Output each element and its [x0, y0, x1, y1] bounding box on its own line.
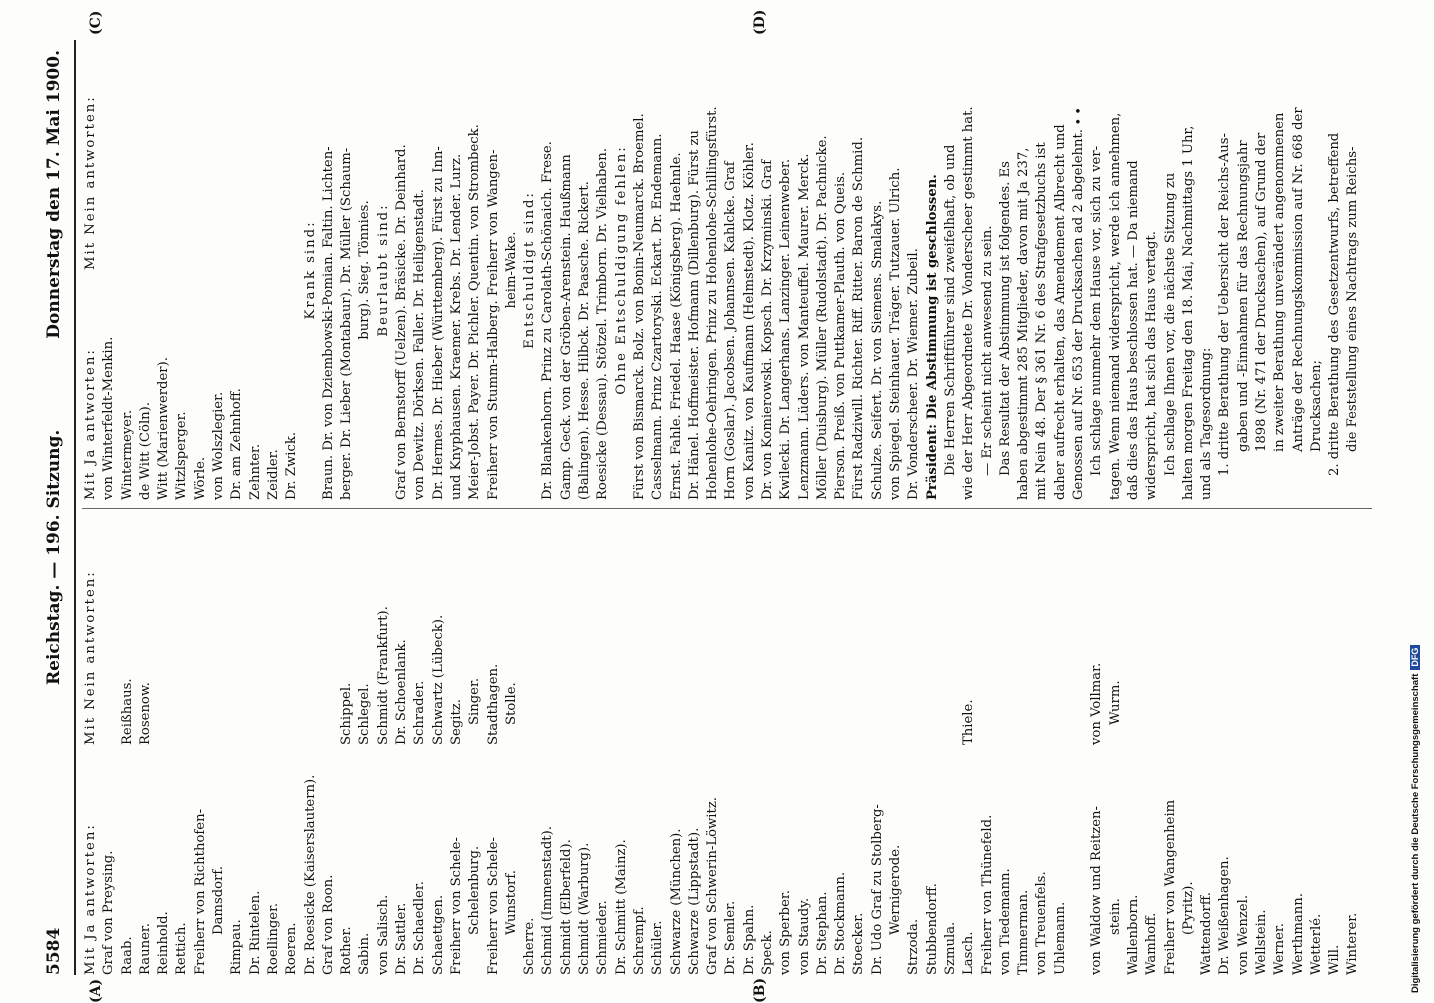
vote-row	[869, 515, 887, 975]
absentee-line: Hohenlohe-Oehringen. Prinz zu Hohenlohe-Schillingsfürst.	[705, 106, 721, 500]
vote-row	[1107, 515, 1125, 975]
nein-name: Thiele.	[961, 699, 977, 745]
nein-name	[1143, 515, 1161, 745]
nein-name	[979, 515, 997, 745]
vote-row	[210, 515, 228, 975]
ja-name: Wallenborn.	[1125, 894, 1141, 975]
vote-headings	[82, 515, 100, 975]
nein-name	[265, 515, 283, 745]
nein-name	[1198, 515, 1216, 745]
ja-name: Schmidt (Elberfeld).	[558, 839, 574, 975]
nein-name	[320, 515, 338, 745]
vote-row	[668, 515, 686, 975]
vote-row	[686, 515, 704, 975]
nein-name	[704, 515, 722, 745]
ja-name: Rettich.	[174, 922, 190, 975]
absentee-line: Braun. Dr. von Dziembowski-Pomian. Faltin. Lichten-	[320, 146, 336, 500]
ja-name: von Waldow und Reitzen-	[1089, 806, 1105, 975]
paragraph-line: wie der Herr Abgeordnete Dr. Vonderscheer gestimmt hat.	[961, 106, 977, 500]
ja-name: von Treuenfels.	[1034, 871, 1050, 975]
ja-name: Szmula.	[942, 921, 958, 975]
ja-name: Freiherr von Thünefeld.	[979, 814, 995, 975]
nein-name: Wurm.	[1107, 680, 1123, 725]
ja-name: Wamhoff.	[1144, 912, 1160, 975]
ja-name: Sabin.	[357, 932, 373, 975]
ja-name: Lasch.	[961, 931, 977, 975]
paragraph-line: Die Herren Schriftführer sind zweifelhaft, ob und	[942, 144, 958, 476]
vote-row	[137, 515, 155, 975]
ja-name: Wörle.	[192, 456, 208, 500]
ja-name: Schmid (Immenstadt).	[540, 826, 556, 975]
nein-name: Stolle.	[503, 682, 519, 725]
dfg-logo: DFG	[1410, 645, 1420, 670]
ja-name: Roeren.	[284, 922, 300, 975]
paragraph-line: haben abgestimmt 285 Mitglieder, davon mit Ja 237,	[1016, 147, 1032, 500]
ja-name: Zehnter.	[247, 443, 263, 500]
paragraph-line: Ich schlage Ihnen vor, die nächste Sitzung zu	[1162, 172, 1178, 476]
rotated-content	[40, 9, 1380, 1003]
ja-name: Stubbendorff.	[924, 883, 940, 975]
vote-row	[119, 515, 137, 975]
ja-name: Freiherr von Wangenheim	[1162, 799, 1178, 975]
nein-name	[942, 515, 960, 745]
heading-ja-2: Mit Ja antworten:	[83, 348, 98, 500]
paragraph-line: daher aufrecht erhalten, das Amendement Albrecht und	[1052, 124, 1068, 500]
credit-text: Digitalisierung gefördert durch die Deutsche Forschungsgemeinschaft	[1410, 673, 1421, 993]
ja-name: Roellinger.	[265, 902, 281, 975]
vote-headings-2	[82, 40, 100, 500]
right-column	[82, 40, 1363, 500]
heading-ja: Mit Ja antworten:	[83, 823, 98, 975]
nein-name	[283, 515, 301, 745]
ja-name: Scherre.	[522, 917, 538, 975]
paragraph-line: widerspricht, hat sich das Haus vertagt.	[1144, 231, 1160, 500]
nein-name	[173, 515, 191, 745]
vote-row	[1344, 515, 1362, 975]
vote-row	[192, 515, 210, 975]
ja-name: Dr. Weißenhagen.	[1217, 856, 1233, 975]
vote-row	[393, 515, 411, 975]
vote-row	[539, 515, 557, 975]
absentee-line: von Dewitz. Dörksen. Faller. Dr. Heiligenstadt.	[412, 189, 428, 500]
nein-name	[1033, 515, 1051, 745]
nein-name	[850, 515, 868, 745]
vote-row	[485, 515, 503, 975]
section-heading: Entschuldigt sind:	[522, 191, 538, 349]
absentee-line: (Balingen). Hesse. Hilbck. Dr. Paasche. Rickert.	[577, 181, 593, 500]
vote-row	[741, 515, 759, 975]
ja-name: Graf von Roon.	[320, 874, 336, 975]
nein-name	[155, 515, 173, 745]
vote-row	[594, 515, 612, 975]
vote-row	[247, 515, 265, 975]
vote-row	[887, 515, 905, 975]
vote-row	[905, 515, 923, 975]
vote-row	[942, 515, 960, 975]
heading-nein-2: Mit Nein antworten:	[83, 95, 98, 270]
ja-name: Speck.	[759, 930, 775, 975]
vote-row	[356, 515, 374, 975]
vote-row	[521, 515, 539, 975]
ja-name: Rimpau.	[229, 919, 245, 975]
paragraph-line: — Er scheint nicht anwesend zu sein.	[979, 225, 995, 476]
absentee-line: Ernst. Fahle. Friedel. Haase (Königsberg). Haehnle.	[668, 152, 684, 500]
vote-row	[997, 515, 1015, 975]
nein-name	[228, 515, 246, 745]
session-date: Donnerstag den 17. Mai 1900.	[44, 50, 64, 339]
absentee-line: berger. Dr. Lieber (Montabaur). Dr. Müller (Schaum-	[339, 147, 355, 500]
vote-row	[631, 515, 649, 975]
ja-name: Schrempf.	[631, 906, 647, 975]
ja-name: Strzoda.	[906, 918, 922, 975]
vote-row	[1216, 515, 1234, 975]
absentee-line: Roesicke (Dessau). Stötzel. Trimborn. Dr. Vielhaben.	[595, 148, 611, 500]
vote-row	[320, 515, 338, 975]
absentee-line: Gamp. Geck. von der Gröben-Arenstein. Haußmann	[558, 154, 574, 500]
nein-name	[1308, 515, 1326, 745]
paragraph-line: in zweiter Berathung unverändert angenommenen	[1272, 112, 1288, 452]
vote-row	[960, 515, 978, 975]
nein-name	[1216, 515, 1234, 745]
vote-row	[1253, 515, 1271, 975]
nein-name	[247, 515, 265, 745]
left-column	[82, 515, 1363, 975]
page-header	[40, 40, 72, 975]
vote-row	[1143, 515, 1161, 975]
vote-row	[100, 515, 118, 975]
nein-name: von Vollmar.	[1089, 662, 1105, 745]
ja-name: Timmerman.	[1016, 889, 1032, 975]
ja-name: Schmidt (Warburg).	[577, 842, 593, 975]
nein-name	[1271, 515, 1289, 745]
ja-name: Zeidler.	[265, 449, 281, 500]
vote-row	[1070, 515, 1088, 975]
absentee-line: von Kanitz. von Kaufmann (Helmstedt). Klotz. Köhler.	[741, 142, 757, 500]
vote-row	[173, 515, 191, 975]
paragraph-line: und als Tagesordnung:	[1199, 347, 1215, 500]
vote-row	[1125, 515, 1143, 975]
section-heading: Ohne Entschuldigung fehlen:	[613, 145, 629, 395]
nein-name	[631, 515, 649, 745]
section-heading: Beurlaubt sind:	[375, 203, 391, 337]
paragraph-line: 2. dritte Berathung des Gesetzentwurfs, betreffend	[1327, 132, 1343, 476]
column-divider	[82, 508, 1372, 509]
ja-name: Graf von Preysing.	[101, 850, 117, 975]
ja-name: Dr. Stockmann.	[833, 871, 849, 975]
ja-name: Schüler.	[650, 920, 666, 975]
nein-name: Segitz.	[448, 699, 464, 745]
ja-name: Dr. Stephan.	[814, 891, 830, 975]
absentee-line: Graf von Bernstorff (Uelzen). Bräsicke. Dr. Deinhard.	[394, 144, 410, 500]
nein-name: Schwartz (Lübeck).	[430, 614, 446, 745]
ja-name: Rauner.	[137, 923, 153, 975]
nein-name	[777, 515, 795, 745]
ja-name: von Tiedemann.	[997, 868, 1013, 975]
vote-row	[613, 515, 631, 975]
vote-row	[1290, 515, 1308, 975]
vote-row	[1033, 515, 1051, 975]
vote-row	[777, 515, 795, 975]
nein-name	[210, 515, 228, 725]
marker-b: (B)	[752, 977, 768, 1003]
nein-name	[192, 515, 210, 745]
nein-name: Singer.	[467, 677, 483, 725]
vote-row	[1271, 515, 1289, 975]
absentee-line: Lenzmann. Lüders. von Manteuffel. Maurer. Merck.	[796, 153, 812, 500]
paragraph-line: Genossen auf Nr. 653 der Drucksachen ad 2 abgelehnt. ∙ ∙	[1071, 107, 1087, 500]
absentee-line: Casselmann. Prinz Czartoryski. Eckart. Dr. Endemann.	[650, 133, 666, 500]
nein-name	[649, 515, 667, 745]
ja-name: von Wenzel.	[1235, 894, 1251, 975]
paragraph-line: tagen. Wenn niemand widerspricht, werde ich annehmen,	[1107, 112, 1123, 500]
nein-name: Stadthagen.	[485, 663, 501, 745]
vote-row	[1180, 515, 1198, 975]
paragraph-line: Ich schlage nunmehr dem Hause vor, sich zu ver-	[1089, 145, 1105, 476]
absentee-line: Dr. Hänel. Hoffmeister. Hofmann (Dillenburg). Fürst zu	[686, 130, 702, 500]
vote-row	[338, 515, 356, 975]
ja-name: Reinhold.	[156, 911, 172, 975]
nein-name: Rosenow.	[137, 682, 153, 745]
nein-name	[302, 515, 320, 745]
ja-name: Schmieder.	[595, 900, 611, 975]
absentee-line: Fürst von Bismarck. Bolz. von Bonin-Neumarck. Broemel.	[631, 113, 647, 500]
nein-name	[686, 515, 704, 745]
heading-nein: Mit Nein antworten:	[83, 570, 98, 745]
nein-name	[594, 515, 612, 745]
absentee-line: Freiherr von Stumm-Halberg. Freiherr von Wangen-	[485, 149, 501, 500]
ja-name: Dr. Spahn.	[741, 904, 757, 975]
absentee-line: heim-Wake.	[503, 231, 519, 309]
ja-name: von Salisch.	[375, 894, 391, 975]
nein-name: Schmidt (Frankfurt).	[375, 606, 391, 745]
ja-name: Freiherr von Schele-	[485, 837, 501, 975]
nein-name	[576, 515, 594, 745]
ja-name	[1070, 745, 1088, 975]
ja-name: Uhlemann.	[1052, 901, 1068, 975]
nein-name	[796, 515, 814, 745]
nein-name	[558, 515, 576, 745]
vote-row	[649, 515, 667, 975]
ja-name: Schwarze (München).	[668, 828, 684, 975]
absentee-line: Fürst Radziwill. Richter. Riff. Ritter. Baron de Schmid.	[851, 136, 867, 500]
vote-row	[265, 515, 283, 975]
nein-name	[759, 515, 777, 745]
vote-row	[1015, 515, 1033, 975]
paragraph-line: 1898 (Nr. 471 der Drucksachen), auf Grund der	[1254, 132, 1269, 452]
vote-row	[155, 515, 173, 975]
nein-name	[1052, 515, 1070, 745]
absentee-line: Dr. Blankenhorn. Prinz zu Carolath-Schönaich. Frese.	[540, 141, 556, 500]
nein-name	[832, 515, 850, 745]
nein-name	[741, 515, 759, 745]
absentee-line: Dr. Vonderscheer. Dr. Wiemer. Zubeil.	[906, 248, 922, 500]
absentee-line: und Knyphausen. Kraemer. Krebs. Dr. Lender. Lurz.	[448, 153, 464, 500]
nein-name: Reißhaus.	[119, 678, 135, 745]
vote-row	[503, 515, 521, 975]
vote-row	[302, 515, 320, 975]
marker-c: (C)	[88, 10, 104, 35]
absentee-line: burg). Sieg. Tönnies.	[357, 200, 373, 340]
nein-name	[539, 515, 557, 745]
nein-name	[1125, 515, 1143, 745]
paragraph-line: Das Resultat der Abstimmung ist folgendes. Es	[997, 161, 1013, 476]
ja-name: Wellstein.	[1254, 909, 1269, 975]
ja-name: Witzlsperger.	[174, 411, 190, 500]
nein-name	[1344, 515, 1362, 745]
vote-row	[704, 515, 722, 975]
marker-a: (A)	[88, 978, 104, 1003]
ja-name: Dr. Zwick.	[284, 431, 300, 500]
vote-row	[283, 515, 301, 975]
paragraph-line: daß dies das Haus beschlossen hat. — Da niemand	[1125, 160, 1141, 500]
paragraph-line: Drucksachen;	[1308, 360, 1324, 452]
absentee-line: Kwilecki. Dr. Langerhans. Lanzinger. Leinenweber.	[778, 158, 794, 500]
ja-name: Graf von Schwerin-Löwitz.	[705, 797, 721, 975]
paragraph-line: 1. dritte Berathung der Uebersicht der Reichs-Aus-	[1217, 132, 1233, 476]
page-title: Reichstag. — 196. Sitzung.	[44, 429, 64, 685]
ja-name: Schelenburg.	[467, 845, 483, 935]
absentee-line: Meier-Jobst. Payer. Dr. Pichler. Quentin. von Strombeck.	[467, 124, 483, 500]
nein-name: Schrader.	[412, 680, 428, 745]
ja-name: Wetterlé.	[1308, 913, 1324, 975]
vote-row	[979, 515, 997, 975]
vote-row	[430, 515, 448, 975]
absentee-line: Horn (Goslar). Jacobsen. Johannsen. Kahlcke. Graf	[723, 161, 739, 500]
header-rule	[74, 40, 76, 975]
ja-name: von Sperber.	[778, 890, 794, 975]
nein-name	[1015, 515, 1033, 745]
page-number: 5584	[44, 927, 64, 975]
absentee-line: Pierson. Preiß. von Puttkamer-Plauth. von Queis.	[833, 171, 849, 500]
nein-name: Dr. Schoenlank.	[394, 639, 410, 745]
paragraph-line: halten morgen Freitag den 18. Mai, Nachmittags 1 Uhr,	[1180, 125, 1196, 500]
ja-name: Stoecker.	[851, 912, 867, 975]
vote-row	[1235, 515, 1253, 975]
nein-name	[1070, 515, 1088, 745]
ja-name: Witt (Marienwerder).	[156, 357, 172, 500]
absentee-line: Schulze. Seifert. Dr. von Siemens. Smalakys.	[869, 200, 885, 500]
vote-row	[814, 515, 832, 975]
absentee-line: Möller (Duisburg). Müller (Rudolstadt). Dr. Pachnicke.	[814, 135, 830, 500]
nein-name	[1290, 515, 1308, 745]
ja-name: Schwarze (Lippstadt).	[686, 827, 702, 975]
paragraph-line: Anträge der Rechnungskommission auf Nr. 668 der	[1290, 107, 1306, 452]
nein-name: Schlegel.	[357, 683, 373, 745]
ja-name: Wintermeyer.	[119, 409, 135, 500]
nein-name	[814, 515, 832, 745]
nein-name	[997, 515, 1015, 745]
vote-row	[228, 515, 246, 975]
nein-name: Schippel.	[339, 682, 355, 745]
absentee-line: Dr. von Komierowski. Kopsch. Dr. Krzyminski. Graf	[759, 159, 775, 500]
ja-name: Damsdorf.	[211, 866, 227, 935]
side-credit	[1408, 8, 1430, 993]
ja-name: Dr. Udo Graf zu Stolberg-	[869, 804, 885, 975]
absentee-line: von Spiegel. Steinhauer. Träger. Tutzauer. Ulrich.	[888, 167, 904, 500]
ja-name: stein.	[1107, 898, 1123, 935]
paragraph-line: mit Nein 48. Der § 361 Nr. 6 des Strafgesetzbuchs ist	[1034, 142, 1050, 500]
ja-name: von Winterfeldt-Menkin.	[101, 336, 117, 500]
vote-row	[1198, 515, 1216, 975]
vote-row	[759, 515, 777, 975]
vote-row	[1326, 515, 1344, 975]
section-heading: Krank sind:	[302, 220, 318, 320]
vote-row	[796, 515, 814, 975]
ja-name: Freiherr von Schele-	[448, 837, 464, 975]
vote-row	[832, 515, 850, 975]
vote-row	[558, 515, 576, 975]
nein-name	[887, 515, 905, 725]
vote-row	[1308, 515, 1326, 975]
ja-name: Werner.	[1272, 923, 1288, 975]
nein-name	[905, 515, 923, 745]
nein-name	[668, 515, 686, 745]
vote-row	[1162, 515, 1180, 975]
ja-name: (Pyritz).	[1180, 881, 1196, 935]
ja-name: Raab.	[119, 936, 135, 975]
ja-name: Rother.	[339, 926, 355, 975]
vote-row	[722, 515, 740, 975]
nein-name	[869, 515, 887, 745]
vote-row	[466, 515, 484, 975]
paragraph-line: gaben und -Einnahmen für das Rechnungsjahr	[1235, 140, 1251, 452]
ja-name: Dr. Rintelen.	[247, 890, 263, 975]
ja-name: von Wolszlegier.	[211, 391, 227, 500]
nein-name	[100, 515, 118, 745]
ja-name: Wattendorff.	[1199, 892, 1215, 975]
nein-name	[1180, 515, 1198, 725]
ja-name: Dr. Roesicke (Kaiserslautern).	[302, 774, 318, 975]
nein-name	[613, 515, 631, 745]
ja-name: Dr. Schmitt (Mainz).	[613, 839, 629, 975]
ja-name: Werthmann.	[1290, 893, 1306, 975]
nein-name	[1253, 515, 1271, 745]
nein-name	[1326, 515, 1344, 745]
vote-row	[850, 515, 868, 975]
absentee-line: Dr. Hermes. Dr. Hieber (Württemberg). Fürst zu Inn-	[430, 146, 446, 500]
ja-name: Schaettgen.	[430, 894, 446, 975]
vote-row	[411, 515, 429, 975]
paragraph-line: Präsident: Die Abstimmung ist geschlossen.	[924, 174, 940, 500]
ja-name: Dr. Semler.	[723, 900, 739, 975]
nein-name	[521, 515, 539, 745]
ja-name: von Staudy.	[796, 897, 812, 975]
vote-row	[448, 515, 466, 975]
nein-name	[924, 515, 942, 745]
ja-name: Wunstorf.	[503, 870, 519, 935]
vote-row	[576, 515, 594, 975]
ja-name: Wernigerode.	[888, 844, 904, 935]
vote-row	[924, 515, 942, 975]
nein-name	[1162, 515, 1180, 745]
ja-name: de Witt (Cöln).	[137, 402, 153, 500]
vote-row	[1052, 515, 1070, 975]
nein-name	[722, 515, 740, 745]
vote-row	[375, 515, 393, 975]
ja-name: Dr. Schaedler.	[412, 881, 428, 975]
ja-name: Dr. Sattler.	[394, 902, 410, 975]
marker-d: (D)	[752, 9, 768, 35]
ja-name: Freiherr von Richthofen-	[192, 808, 208, 975]
ja-name: Will.	[1327, 944, 1343, 975]
ja-name: Winterer.	[1345, 912, 1361, 975]
vote-row	[1088, 515, 1106, 975]
nein-name	[1235, 515, 1253, 745]
paragraph-line: die Feststellung eines Nachtrags zum Reichs-	[1345, 146, 1361, 452]
ja-name: Dr. am Zehnhoff.	[229, 388, 245, 500]
